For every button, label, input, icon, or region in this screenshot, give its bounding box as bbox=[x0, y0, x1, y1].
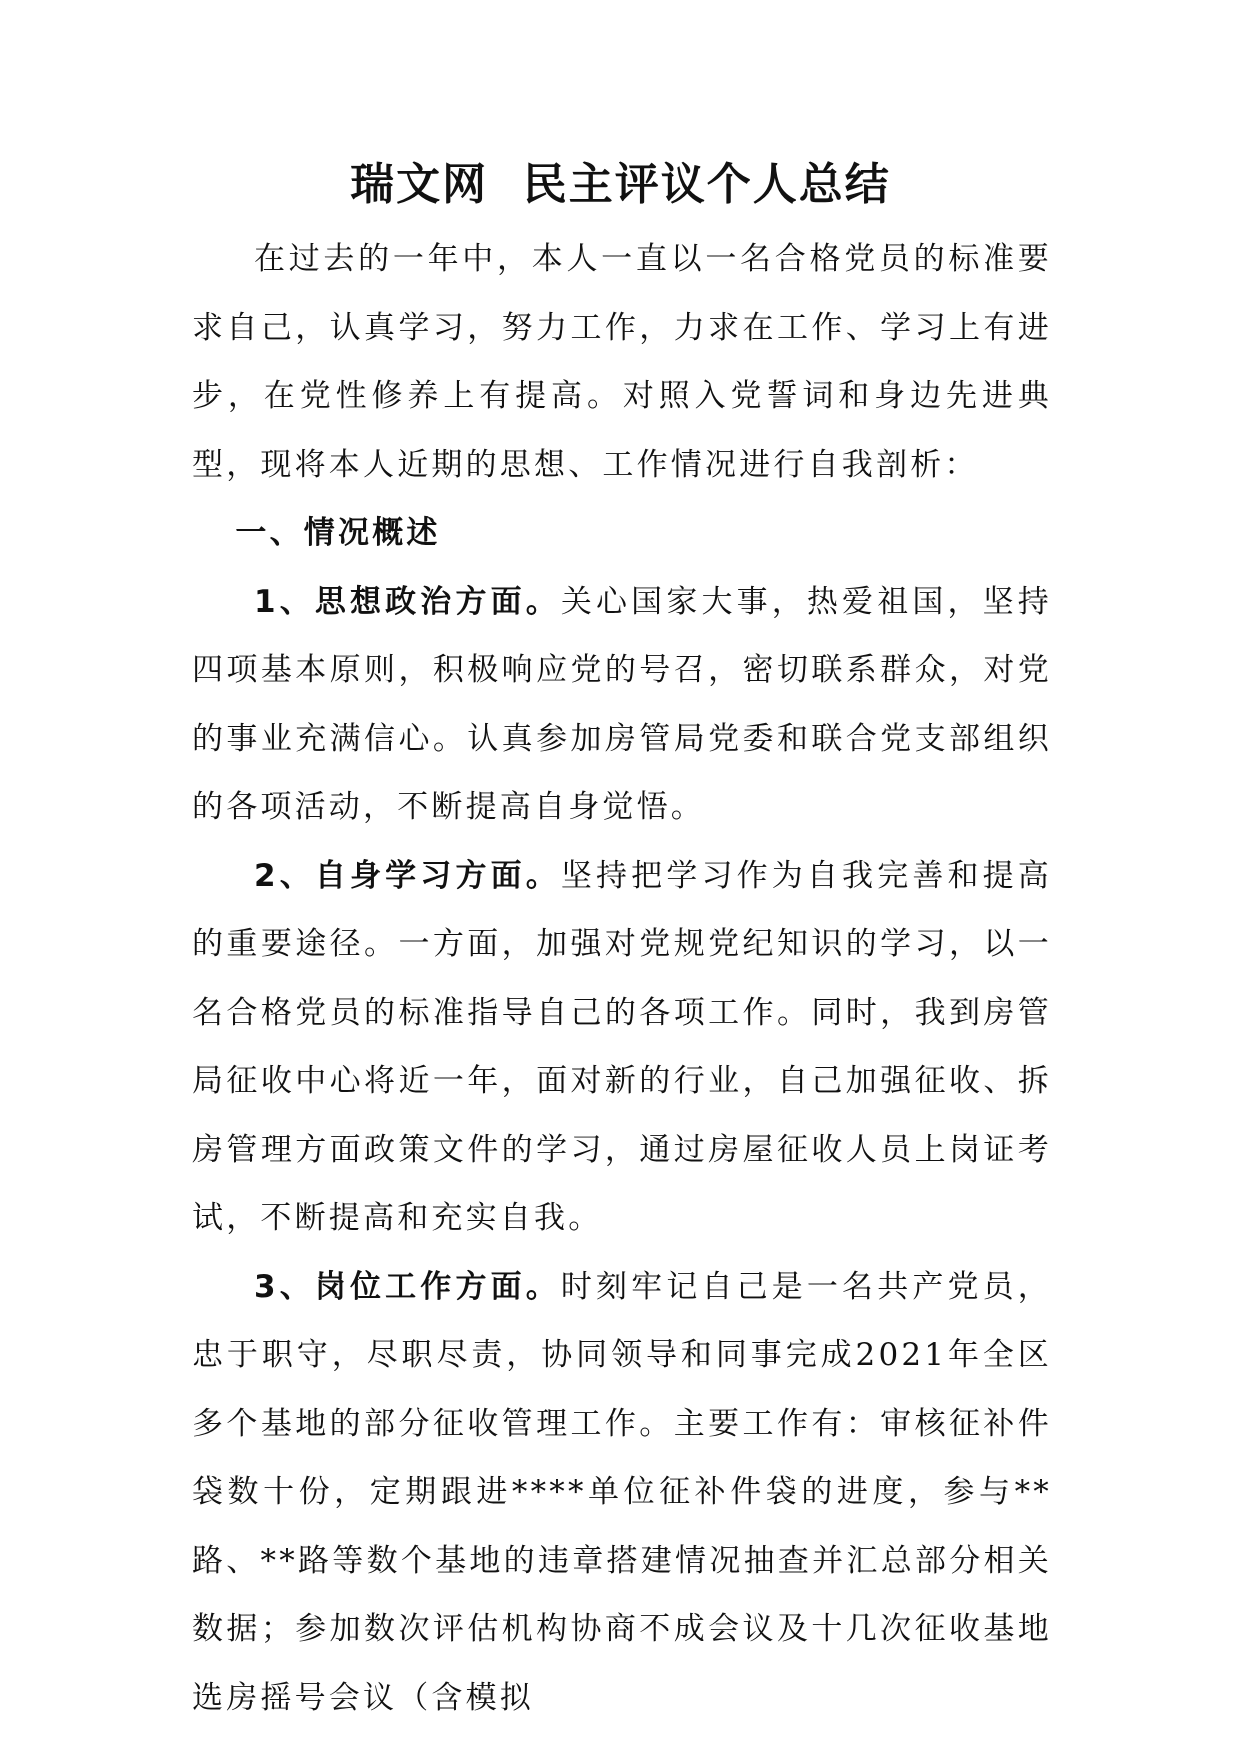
item-text-3: 时刻牢记自己是一名共产党员，忠于职守，尽职尽责，协同领导和同事完成2021年全区多个基地的部分征收管理工作。主要工作有：审核征补件袋数十份，定期跟进****单位征补件袋的进度，参与**路、**路等数个基地的违章搭建情况抽查并汇总部分相关数据；参加数次评估机构协商不成会议及十几次征收基地选房摇号会议（含模拟 bbox=[192, 1268, 1052, 1716]
item-paragraph-3 bbox=[192, 1253, 1052, 1733]
item-paragraph-1 bbox=[192, 568, 1052, 842]
item-paragraph-2 bbox=[192, 842, 1052, 1253]
document-page bbox=[192, 0, 1052, 1754]
item-lead-3: 3、岗位工作方面。 bbox=[254, 1268, 561, 1305]
document-title: 瑞文网 民主评议个人总结 bbox=[350, 159, 891, 210]
item-text-1: 关心国家大事，热爱祖国，坚持四项基本原则，积极响应党的号召，密切联系群众，对党的事业充满信心。认真参加房管局党委和联合党支部组织的各项活动，不断提高自身觉悟。 bbox=[192, 583, 1052, 825]
document-body bbox=[192, 225, 1052, 1732]
item-text-2: 坚持把学习作为自我完善和提高的重要途径。一方面，加强对党规党纪知识的学习，以一名合格党员的标准指导自己的各项工作。同时，我到房管局征收中心将近一年，面对新的行业，自己加强征收、拆房管理方面政策文件的学习，通过房屋征收人员上岗证考试，不断提高和充实自我。 bbox=[192, 857, 1052, 1236]
intro-paragraph: 在过去的一年中，本人一直以一名合格党员的标准要求自己，认真学习，努力工作，力求在工作、学习上有进步，在党性修养上有提高。对照入党誓词和身边先进典型，现将本人近期的思想、工作情况进行自我剖析： bbox=[192, 241, 1052, 483]
item-lead-2: 2、自身学习方面。 bbox=[254, 857, 561, 894]
section-heading: 一、情况概述 bbox=[235, 515, 441, 551]
item-lead-1: 1、思想政治方面。 bbox=[254, 583, 561, 620]
